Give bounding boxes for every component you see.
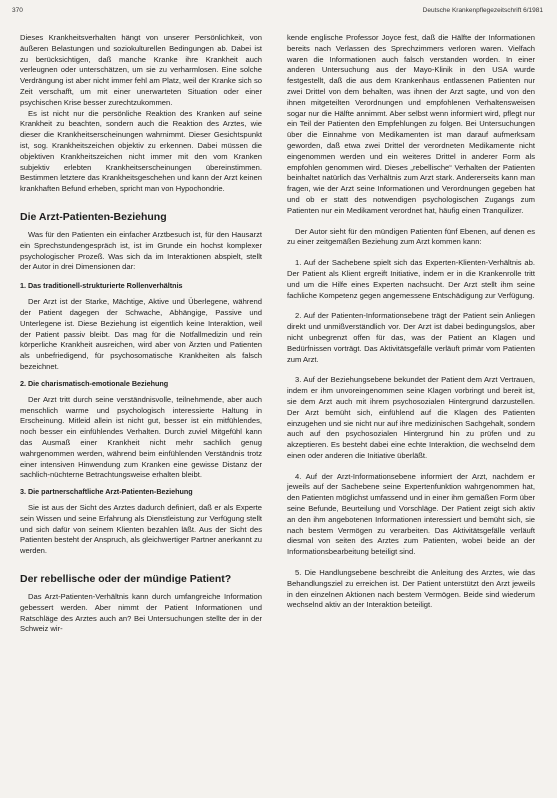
paragraph: Der Autor sieht für den mündigen Patienten fünf Ebenen, auf denen es zu einer zeitgemäßen Beziehung zum Arzt kommen kann: [287,226,535,247]
section-heading: Der rebellische oder der mündige Patient? [20,573,232,586]
list-item: 2. Auf der Patienten-Informationsebene trägt der Patient sein Anliegen direkt und unmißverständlich vor. Der Arzt ist dabei bedingungslos, aber nicht unbegrenzt offen für das, was der Patient an Klagen und Bedürfnissen vorträgt. Das Aktivitätsgefälle verläuft primär vom Patienten zum Arzt. [287,311,535,364]
paragraph: Was für den Patienten ein einfacher Arztbesuch ist, für den Hausarzt ein Sprechstundengespräch ist, ist im Grunde ein hochst komplexer psychologischer Prozeß. Was sich da im Interaktionen abspielt, stellt der Autor in drei Dimensionen dar: [20,229,262,272]
section-heading: Die Arzt-Patienten-Beziehung [20,210,167,223]
paragraph: Das Arzt-Patienten-Verhältnis kann durch umfangreiche Information gebessert werden. Aber nimmt der Patient Informationen und Ratschläge des Arztes auch an? Bei Untersuchungen stellte der in der Schweiz wir- [20,592,262,634]
journal-title: Deutsche Krankenpflegezeitschrift 6/1981 [422,7,543,14]
subsection-heading: 2. Die charismatisch-emotionale Beziehung [20,378,169,388]
paragraph: kende englische Professor Joyce fest, daß die Hälfte der Informationen bereits nach Verlassen des Sprechzimmers verloren waren. Vielfach waren die Informationen auch falsch verstanden worden. In einer anderen Untersuchung aus der Mayo-Klinik in den USA wurde festgestellt, daß die aus dem Krankenhaus entlassenen Patienten nur zwei Drittel von dem behalten, was ihnen der Arzt sagte, und von den ihnen mitgeteilten Verordnungen und empfohlenen Verhaltensweisen sogar nur die Hälfte annimmt. Aber selbst wenn informiert wird, pflegt nur ein Teil der Patienten den Empfehlungen zu folgen. Bei Untersuchungen über die Einnahme von Medikamenten ist man darauf aufmerksam geworden, daß etwa zwei Drittel der verordneten Medikamente nicht eingenommen werden und ein weiteres Drittel in anderer Form als empfohlen genommen wird. Dieses „rebellische“ Verhalten der Patienten beinhaltet natürlich das Verhältnis zum Arzt stark. Andererseits kann man fragen, wie der Arzt seine Informationen und Verordnungen gegeben hat und ob er statt des notwendigen psychologischen Zugangs zum Patienten nur ein Medikament verordnet hat, häufig einen Tranquilizer. [287,33,535,215]
right-column [287,33,535,611]
list-item: 1. Auf der Sachebene spielt sich das Experten-Klienten-Verhältnis ab. Der Patient als Klient ergreift Initiative, indem er in die Krankenrolle tritt und um die Hilfe eines Experten nachsucht. Der Arzt stellt ihm seine fachliche Kompetenz gegen angemessene Entschädigung zur Verfügung. [287,258,535,300]
subsection-heading: 3. Die partnerschaftliche Arzt-Patienten-Beziehung [20,487,193,497]
paragraph: Sie ist aus der Sicht des Arztes dadurch definiert, daß er als Experte sein Wissen und seine Erfahrung als Dienstleistung zur Verfügung stellt und sich dafür von seinem Klienten bezahlen läßt. Aus der Sicht des Patienten besteht der Anspruch, als gleichwertiger Partner anerkannt zu werden. [20,503,262,556]
page-number: 370 [12,7,23,14]
running-header [0,6,557,20]
paragraph: Der Arzt tritt durch seine verständnisvolle, teilnehmende, aber auch menschlich warme und psychologisch interessierte Haltung in Erscheinung. Mitleid allein ist nicht gut, besser ist ein mitfühlendes, noch besser ein einfühlendes Verhalten. Durch zuviel Mitgefühl kann das Ausmaß einer Krankheit nicht mehr sachlich genug wahrgenommen werden, während beim einfühlenden Verständnis trotz einer intensiven Hinwendung zum Kranken eine gewisse Distanz der sachlich-nüchterne Betrachtungsweise erhalten bleibt. [20,394,262,480]
left-column [20,33,262,635]
paragraph: Der Arzt ist der Starke, Mächtige, Aktive und Überlegene, während der Patient dagegen der Schwache, Abhängige, Passive und Unterlegene ist. Diese Beziehung ist eigentlich keine Interaktion, weil der Patient passiv bleibt. Das mag für die Notfallmedizin und rein körperliche Krankheit ausreichen, wird aber von Ärzten und Patienten als unbefriedigend, für psychosomatische Krankheiten als falsch bezeichnet. [20,297,262,371]
paragraph: Dieses Krankheitsverhalten hängt von unserer Persönlichkeit, von äußeren Belastungen und soziokulturellen Bedingungen ab. Dabei ist zu berücksichtigen, daß manche Kranke ihre Krankheit auch verleugnen oder unterschätzen, um sie zu verharmlosen. Eine solche Verdrängung ist aber nicht immer fehl am Platz, weil der Kranke sich so Zeit verschafft, um mit einer unerwarteten Situation oder einer psychischen Krise besser zurechtzukommen. [20,33,262,107]
list-item: 5. Die Handlungsebene beschreibt die Anleitung des Arztes, wie das Behandlungsziel zu erreichen ist. Der Patient unterstützt den Arzt jeweils in den einzelnen Aktionen nach bestem Vermögen. Beide sind wiederum wechselnd aktiv an der Interaktion beteiligt. [287,568,535,610]
list-item: 4. Auf der Arzt-Informationsebene informiert der Arzt, nachdem er jeweils auf der Sachebene seine Expertenfunktion wahrgenommen hat, den Patienten möglichst umfassend und in einer ihm gemäßen Form über seine Befunde, Beurteilung und Vorschläge. Der Patient zeigt sich aktiv an den ihm angebotenen Informationen interessiert und bemüht sich, sie nach bestem Vermögen zu verarbeiten. Das Aktivitätsgefälle verläuft diesmal von seiten des Arztes zum Patienten, wobei beide an der Informationsbearbeitung beteiligt sind. [287,471,535,557]
list-item: 3. Auf der Beziehungsebene bekundet der Patient dem Arzt Vertrauen, indem er ihm unvoreingenommen seine Klagen vorbringt und bereit ist, sie dem Arzt auch mit ihrem psychosozialen Hintergrund darzustellen. Der Arzt bemüht sich, einfühlend auf die Klagen des Patienten einzugehen und sie nicht nur auf ihre medizinischen Sachgehalt, sondern auch auf den psychosozialen Hintergrund hin zu prüfen und zu akzeptieren. Es besteht dabei eine echte Interaktion, die wechselnd dem einen oder anderen die Initiative überläßt. [287,375,535,460]
subsection-heading: 1. Das traditionell-strukturierte Rollenverhältnis [20,281,183,291]
paragraph: Es ist nicht nur die persönliche Reaktion des Kranken auf seine Krankheit zu beachten, sondern auch die Reaktion des Arztes, wie dieser die Krankheitserscheinungen wahrnimmt. Dieser Gesichtspunkt ist, sog. Krankheitszeichen objektiv zu erkennen. Dabei müssen die objektiven Krankheitszeichen nicht immer mit den vom Kranken subjektiv erlebten Krankheitserscheinungen übereinstimmen. Bestimmen letztere das Krankheitsgeschehen und kann der Arzt keinen krankhaften Befund erheben, spricht man von Hypochondrie. [20,108,262,194]
